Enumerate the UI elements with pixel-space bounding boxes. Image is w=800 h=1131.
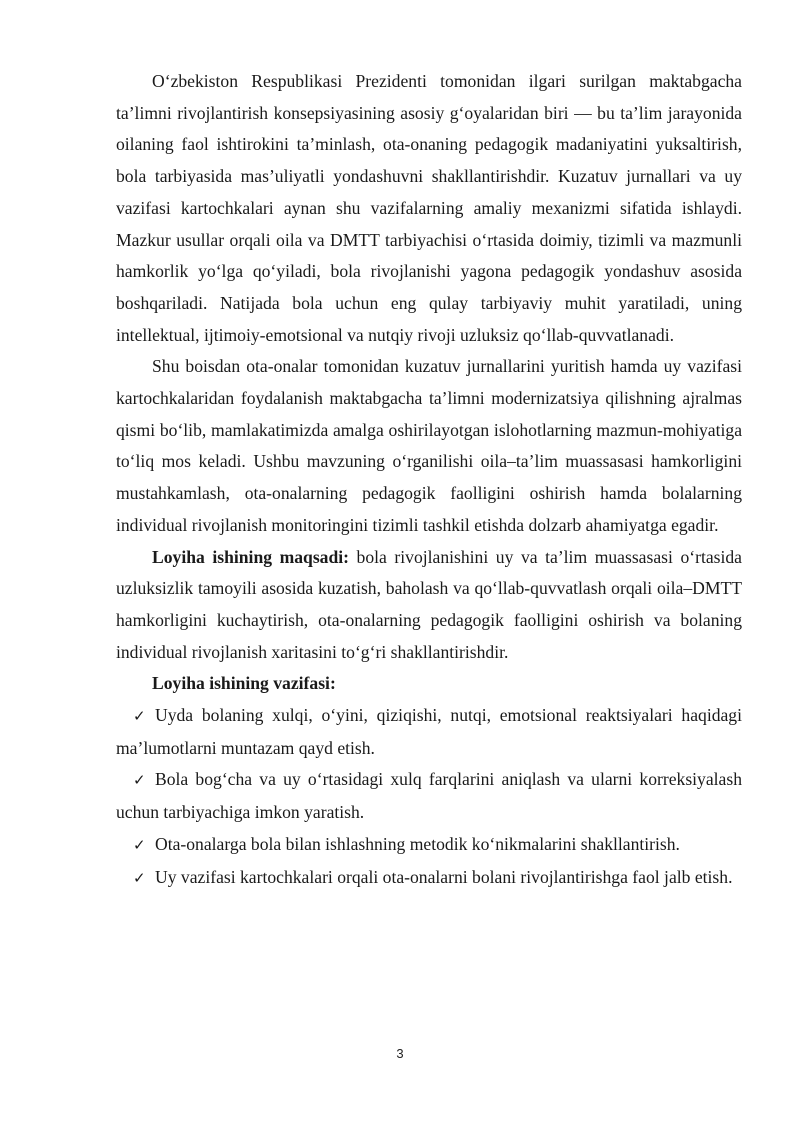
goal-paragraph [116,542,742,669]
page-number: 3 [396,1046,404,1061]
goal-text: bola rivojlanishini uy va ta’lim muassasasi o‘rtasida uzluksizlik tamoyili asosida kuzatish, baholash va qo‘llab-quvvatlash orqali oila–DMTT hamkorligini kuchaytirish, ota-onalarning pedagogik faolligini oshirish va bolaning individual rivojlanish xaritasini to‘g‘ri shakllantirishdir. [116,546,742,662]
task-item [116,700,742,764]
task-text: Uy vazifasi kartochkalari orqali ota-onalarni bolani rivojlantirishga faol jalb etish. [155,866,733,887]
checkmark-icon: ✓ [133,835,146,854]
tasks-heading-text: Loyiha ishining vazifasi: [152,673,336,694]
goal-label: Loyiha ishining maqsadi: [152,546,349,567]
task-text: Ota-onalarga bola bilan ishlashning metodik ko‘nikmalarini shakllantirish. [155,833,680,854]
checkmark-icon: ✓ [133,707,146,726]
checkmark-icon: ✓ [133,771,146,790]
tasks-heading [116,668,742,700]
task-text: Bola bog‘cha va uy o‘rtasidagi xulq farqlarini aniqlash va ularni korreksiyalash uchun tarbiyachiga imkon yaratish. [116,769,742,823]
task-item [116,829,742,862]
task-item [116,862,742,895]
task-item [116,764,742,828]
intro-paragraph: O‘zbekiston Respublikasi Prezidenti tomonidan ilgari surilgan maktabgacha ta’limni rivojlantirish konsepsiyasining asosiy g‘oyalaridan biri — bu ta’lim jarayonida oilaning faol ishtirokini ta’minlash, ota-onaning pedagogik madaniyatini yuksaltirish, bola tarbiyasida mas’uliyatli yondashuvni shakllantirishdir. Kuzatuv jurnallari va uy vazifasi kartochkalari aynan shu vazifalarning amaliy mexanizmi sifatida ishlaydi. Mazkur usullar orqali oila va DMTT tarbiyachisi o‘rtasida doimiy, tizimli va mazmunli hamkorlik yo‘lga qo‘yiladi, bola rivojlanishi yagona pedagogik yondashuv asosida boshqariladi. Natijada bola uchun eng qulay tarbiyaviy muhit yaratiladi, uning intellektual, ijtimoiy-emotsional va nutqiy rivoji uzluksiz qo‘llab-quvvatlanadi. [116,71,742,345]
checkmark-icon: ✓ [133,868,146,887]
task-text: Uyda bolaning xulqi, o‘yini, qiziqishi, nutqi, emotsional reaktsiyalari haqidagi ma’lumotlarni muntazam qayd etish. [116,705,742,758]
relevance-paragraph: Shu boisdan ota-onalar tomonidan kuzatuv jurnallarini yuritish hamda uy vazifasi kartochkalaridan foydalanish maktabgacha ta’limni modernizatsiya qilishning ajralmas qismi bo‘lib, mamlakatimizda amalga oshirilayotgan islohotlarning mazmun-mohiyatiga to‘liq mos keladi. Ushbu mavzuning o‘rganilishi oila–ta’lim muassasasi hamkorligini mustahkamlash, ota-onalarning pedagogik faolligini oshirish hamda bolalarning individual rivojlanish monitoringini tizimli tashkil etishda dolzarb ahamiyatga egadir. [116,356,742,535]
document-page [116,66,742,894]
